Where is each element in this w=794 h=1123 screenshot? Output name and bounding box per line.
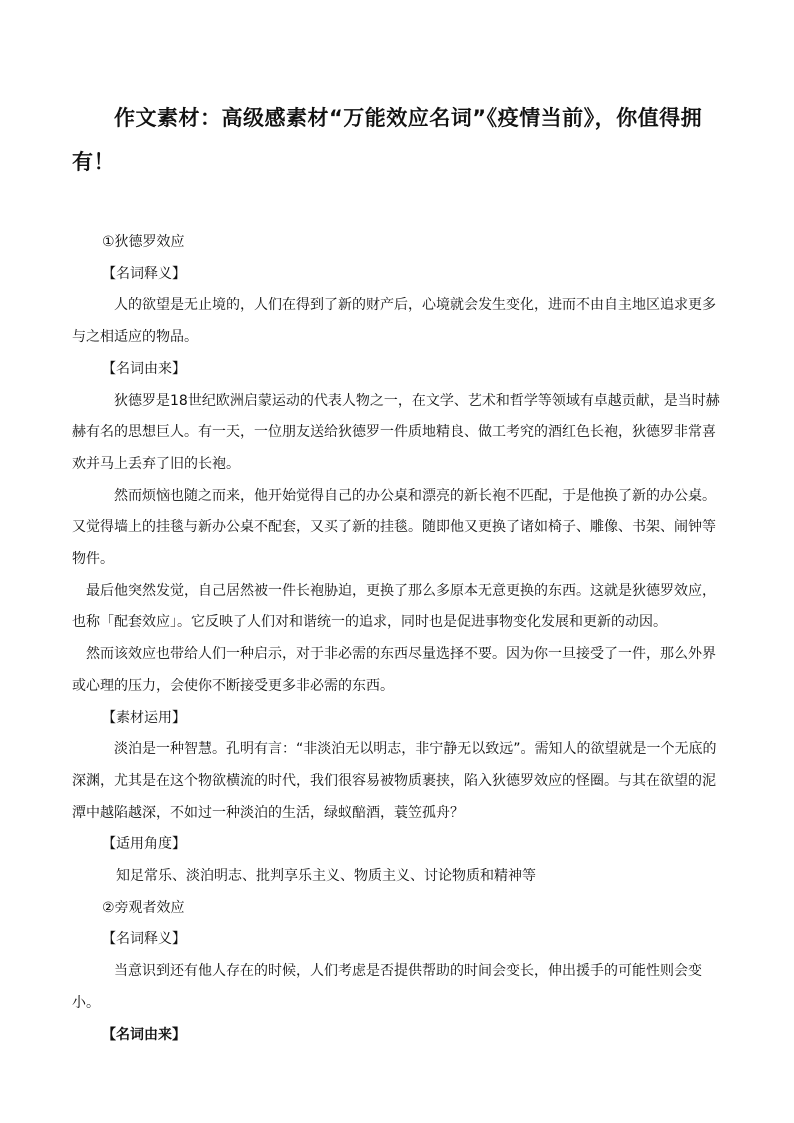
- origin-paragraph: 然而烦恼也随之而来，他开始觉得自己的办公桌和漂亮的新长袍不匹配，于是他换了新的办公桌。又觉得墙上的挂毯与新办公桌不配套，又买了新的挂毯。随即他又更换了诸如椅子、雕像、书架、闹钟等物件。: [72, 487, 716, 568]
- usage-paragraph: 淡泊是一种智慧。孔明有言：“非淡泊无以明志，非宁静无以致远”。需知人的欲望就是一个无底的深渊，尤其是在这个物欲横流的时代，我们很容易被物质裹挟，陷入狄德罗效应的怪圈。与其在欲望的泥潭中越陷越深，不如过一种淡泊的生活，绿蚁醅酒，蓑笠孤舟？: [72, 741, 717, 821]
- origin-paragraph: 狄德罗是18世纪欧洲启蒙运动的代表人物之一，在文学、艺术和哲学等领域有卓越贡献，是当时赫赫有名的思想巨人。有一天，一位朋友送给狄德罗一件质地精良、做工考究的酒红色长袍，狄德罗非常喜欢并马上丢弃了旧的长袍。: [72, 392, 720, 472]
- origin-paragraph: 然而该效应也带给人们一种启示，对于非必需的东西尽量选择不要。因为你一旦接受了一件，那么外界或心理的压力，会使你不断接受更多非必需的东西。: [72, 646, 716, 694]
- section-heading: ①狄德罗效应: [102, 234, 185, 250]
- origin-paragraph: 最后他突然发觉，自己居然被一件长袍胁迫，更换了那么多原本无意更换的东西。这就是狄德罗效应，也称「配套效应」。它反映了人们对和谐统一的追求，同时也是促进事物变化发展和更新的动因。: [72, 582, 716, 631]
- definition-label: 【名词释义】: [102, 265, 186, 282]
- usage-label: 【素材运用】: [102, 709, 186, 726]
- angle-label: 【适用角度】: [102, 836, 186, 853]
- definition-paragraph: 人的欲望是无止境的，人们在得到了新的财产后，心境就会发生变化，进而不由自主地区追求更多与之相适应的物品。: [72, 297, 716, 346]
- document-title: 作文素材：高级感素材“万能效应名词”《疫情当前》，你值得拥有！: [72, 106, 703, 174]
- definition-paragraph: 当意识到还有他人存在的时候，人们考虑是否提供帮助的时间会变长，伸出援手的可能性则会变小。: [72, 963, 702, 1011]
- origin-label: 【名词由来】: [102, 1026, 186, 1043]
- origin-label: 【名词由来】: [102, 360, 186, 377]
- document-body: [72, 227, 724, 1051]
- section-heading: ②旁观者效应: [102, 899, 185, 916]
- definition-label: 【名词释义】: [102, 931, 186, 948]
- angle-text: 知足常乐、淡泊明志、批判享乐主义、物质主义、讨论物质和精神等: [116, 868, 536, 885]
